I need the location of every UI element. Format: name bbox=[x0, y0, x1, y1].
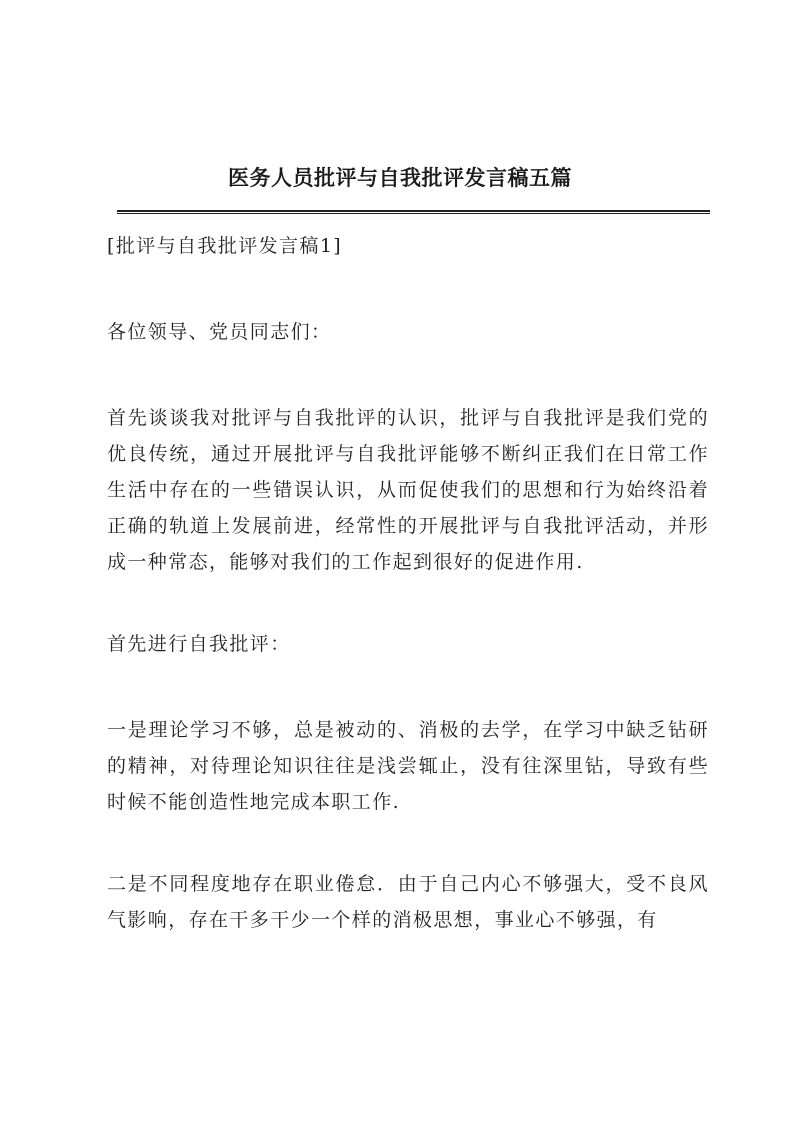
paragraph: 首先谈谈我对批评与自我批评的认识，批评与自我批评是我们党的优良传统，通过开展批评与自我批评能够不断纠正我们在日常工作生活中存在的一些错误认识，从而促使我们的思想和行为始终沿着正确的轨道上发展前进，经常性的开展批评与自我批评活动，并形成一种常态，能够对我们的工作起到很好的促进作用. bbox=[107, 407, 709, 573]
section-heading: [批评与自我批评发言稿1] bbox=[107, 235, 343, 257]
document-title: 医务人员批评与自我批评发言稿五篇 bbox=[228, 165, 572, 190]
paragraph: 一是理论学习不够，总是被动的、消极的去学，在学习中缺乏钻研的精神，对待理论知识往往是浅尝辄止，没有往深里钻，导致有些时候不能创造性地完成本职工作. bbox=[107, 719, 709, 813]
paragraph: 二是不同程度地存在职业倦怠．由于自己内心不够强大，受不良风气影响，存在干多干少一个样的消极思想，事业心不够强，有 bbox=[107, 873, 709, 931]
salutation: 各位领导、党员同志们： bbox=[107, 321, 332, 343]
document-body bbox=[107, 228, 709, 984]
title-divider bbox=[117, 210, 710, 214]
paragraph: 首先进行自我批评： bbox=[107, 633, 291, 655]
